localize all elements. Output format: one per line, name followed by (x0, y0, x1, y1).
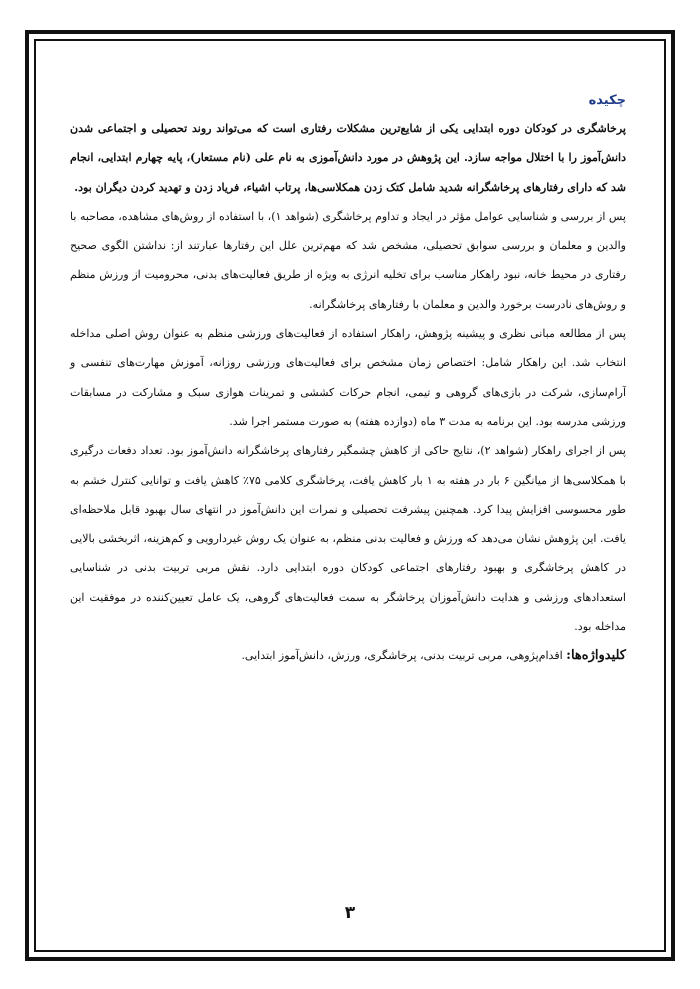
keywords-line (70, 641, 626, 670)
abstract-paragraph-4: پس از اجرای راهکار (شواهد ۲)، نتایج حاکی از کاهش چشمگیر رفتارهای پرخاشگرانه دانش‌آموز بود. تعداد دفعات درگیری با همکلاسی‌ها از میانگین ۶ بار در هفته به ۱ بار کاهش یافت، پرخاشگری کلامی ۷۵٪ کاهش یافت و توانایی کنترل خشم به طور محسوسی افزایش پیدا کرد. همچنین پیشرفت تحصیلی و نمرات این دانش‌آموز در انتهای سال بهبود قابل ملاحظه‌ای یافت. این پژوهش نشان می‌دهد که ورزش و فعالیت بدنی منظم، به عنوان یک روش غیردارویی و کم‌هزینه، اثربخشی بالایی در کاهش پرخاشگری و بهبود رفتارهای اجتماعی کودکان دوره ابتدایی دارد. نقش مربی تربیت بدنی در شناسایی استعدادهای ورزشی و هدایت دانش‌آموزان پرخاشگر به سمت فعالیت‌های گروهی، یک عامل تعیین‌کننده در موفقیت این مداخله بود. (70, 444, 626, 634)
abstract-paragraph-1: پرخاشگری در کودکان دوره ابتدایی یکی از شایع‌ترین مشکلات رفتاری است که می‌تواند روند تحصیلی و اجتماعی شدن دانش‌آموز را با اختلال مواجه سازد. این پژوهش در مورد دانش‌آموزی به نام علی (نام مستعار)، پایه چهارم ابتدایی، انجام شد که دارای رفتارهای پرخاشگرانه شدید شامل کتک زدن همکلاسی‌ها، پرتاب اشیاء، فریاد زدن و تهدید کردن دیگران بود. (70, 122, 626, 194)
keywords-text: اقدام‌پژوهی، مربی تربیت بدنی، پرخاشگری، ورزش، دانش‌آموز ابتدایی. (241, 649, 563, 663)
abstract-paragraph-2: پس از بررسی و شناسایی عوامل مؤثر در ایجاد و تداوم پرخاشگری (شواهد ۱)، با استفاده از روش‌های مشاهده، مصاحبه با والدین و معلمان و بررسی سوابق تحصیلی، مشخص شد که مهم‌ترین علل این رفتارها عبارتند از: نداشتن الگوی صحیح رفتاری در محیط خانه، نبود راهکار مناسب برای تخلیه انرژی به ویژه از طریق فعالیت‌های بدنی، محرومیت از ورزش منظم و روش‌های نادرست برخورد والدین و معلمان با رفتارهای پرخاشگرانه. (70, 209, 626, 311)
abstract-paragraph-3: پس از مطالعه مبانی نظری و پیشینه پژوهش، راهکار استفاده از فعالیت‌های ورزشی منظم به عنوان روش اصلی مداخله انتخاب شد. این راهکار شامل: اختصاص زمان مشخص برای فعالیت‌های ورزشی روزانه، آموزش مهارت‌های تنفسی و آرام‌سازی، شرکت در بازی‌های گروهی و تیمی، انجام حرکات کششی و تمرینات هوازی سبک و مشارکت در مسابقات ورزشی مدرسه بود. این برنامه به مدت ۳ ماه (دوازده هفته) به صورت مستمر اجرا شد. (70, 327, 626, 428)
page-number: ۳ (344, 903, 356, 923)
abstract-heading: چکیده (588, 93, 626, 108)
abstract-section (70, 88, 626, 671)
keywords-label: کلیدواژه‌ها: (566, 648, 626, 664)
